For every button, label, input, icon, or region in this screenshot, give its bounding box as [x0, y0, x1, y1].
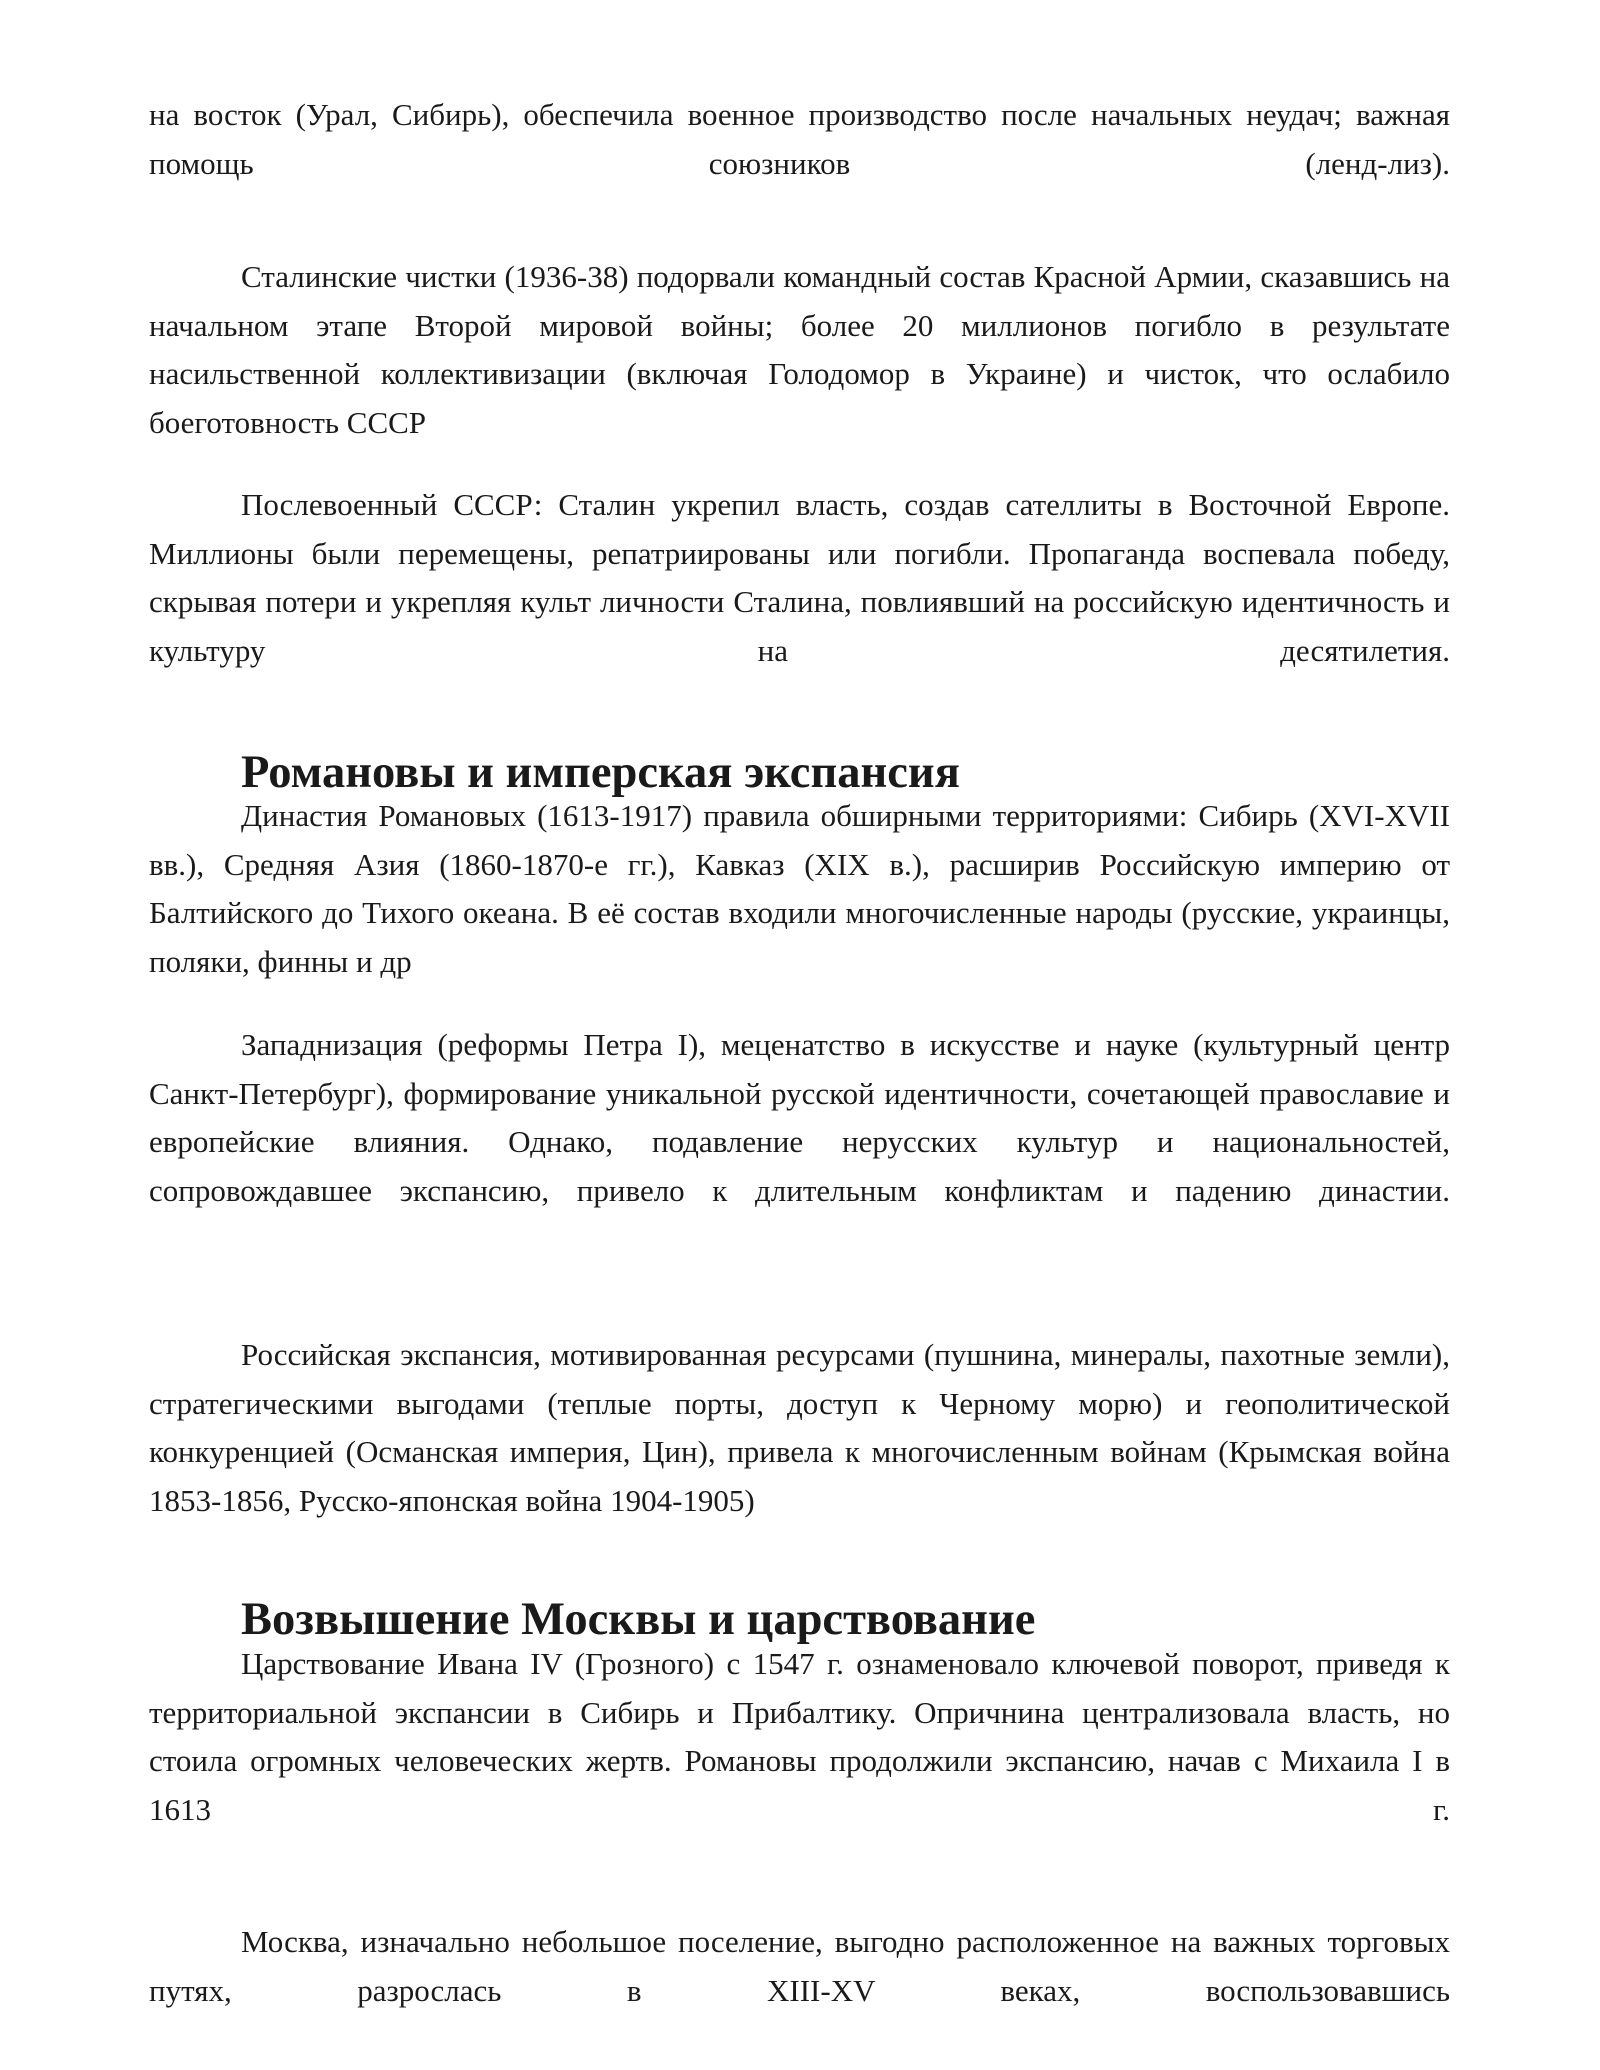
paragraph-russian-expansion: Российская экспансия, мотивированная ресурсами (пушнина, минералы, пахотные земли), стратегическими выгодами (теплые порты, доступ к Черному морю) и геополитической конкуренцией (Османская империя, Цин), привела к многочисленным войнам (Крымская война 1853-1856, Русско-японская война 1904-1905) — [149, 1337, 1450, 1518]
paragraph-westernization: Западнизация (реформы Петра I), меценатство в искусстве и науке (культурный центр Санкт-Петербург), формирование уникальной русской идентичности, сочетающей православие и европейские влияния. Однако, подавление нерусских культур и национальностей, сопровождавшее экспансию, привело к длительным конфликтам и падению династии. — [149, 1027, 1450, 1208]
paragraph-wartime-economy: на восток (Урал, Сибирь), обеспечила военное производство после начальных неудач; важная помощь союзников (ленд-лиз). — [149, 97, 1450, 181]
paragraph-moscow-rise: Москва, изначально небольшое поселение, выгодно расположенное на важных торговых путях, разрослась в XIII-XV веках, воспользовавшись — [149, 1924, 1450, 2008]
paragraph-romanov-dynasty: Династия Романовых (1613-1917) правила обширными территориями: Сибирь (XVI-XVII вв.), Средняя Азия (1860-1870-е гг.), Кавказ (XIX в.), расширив Российскую империю от Балтийского до Тихого океана. В её состав входили многочисленные народы (русские, украинцы, поляки, финны и др — [149, 798, 1450, 979]
paragraph-postwar-ussr: Послевоенный СССР: Сталин укрепил власть, создав сателлиты в Восточной Европе. Миллионы были перемещены, репатриированы или погибли. Пропаганда воспевала победу, скрывая потери и укрепляя культ личности Сталина, повлиявший на российскую идентичность и культуру на десятилетия. — [149, 487, 1450, 668]
section-heading-moscow: Возвышение Москвы и царствование — [241, 1594, 1036, 1645]
paragraph-stalin-purges: Сталинские чистки (1936-38) подорвали командный состав Красной Армии, сказавшись на начальном этапе Второй мировой войны; более 20 миллионов погибло в результате насильственной коллективизации (включая Голодомор в Украине) и чисток, что ослабило боеготовность СССР — [149, 259, 1450, 440]
paragraph-ivan-iv: Царствование Ивана IV (Грозного) с 1547 г. ознаменовало ключевой поворот, приведя к территориальной экспансии в Сибирь и Прибалтику. Опричнина централизовала власть, но стоила огромных человеческих жертв. Романовы продолжили экспансию, начав с Михаила I в 1613 г. — [149, 1646, 1450, 1827]
section-heading-romanovs: Романовы и имперская экспансия — [241, 747, 960, 798]
